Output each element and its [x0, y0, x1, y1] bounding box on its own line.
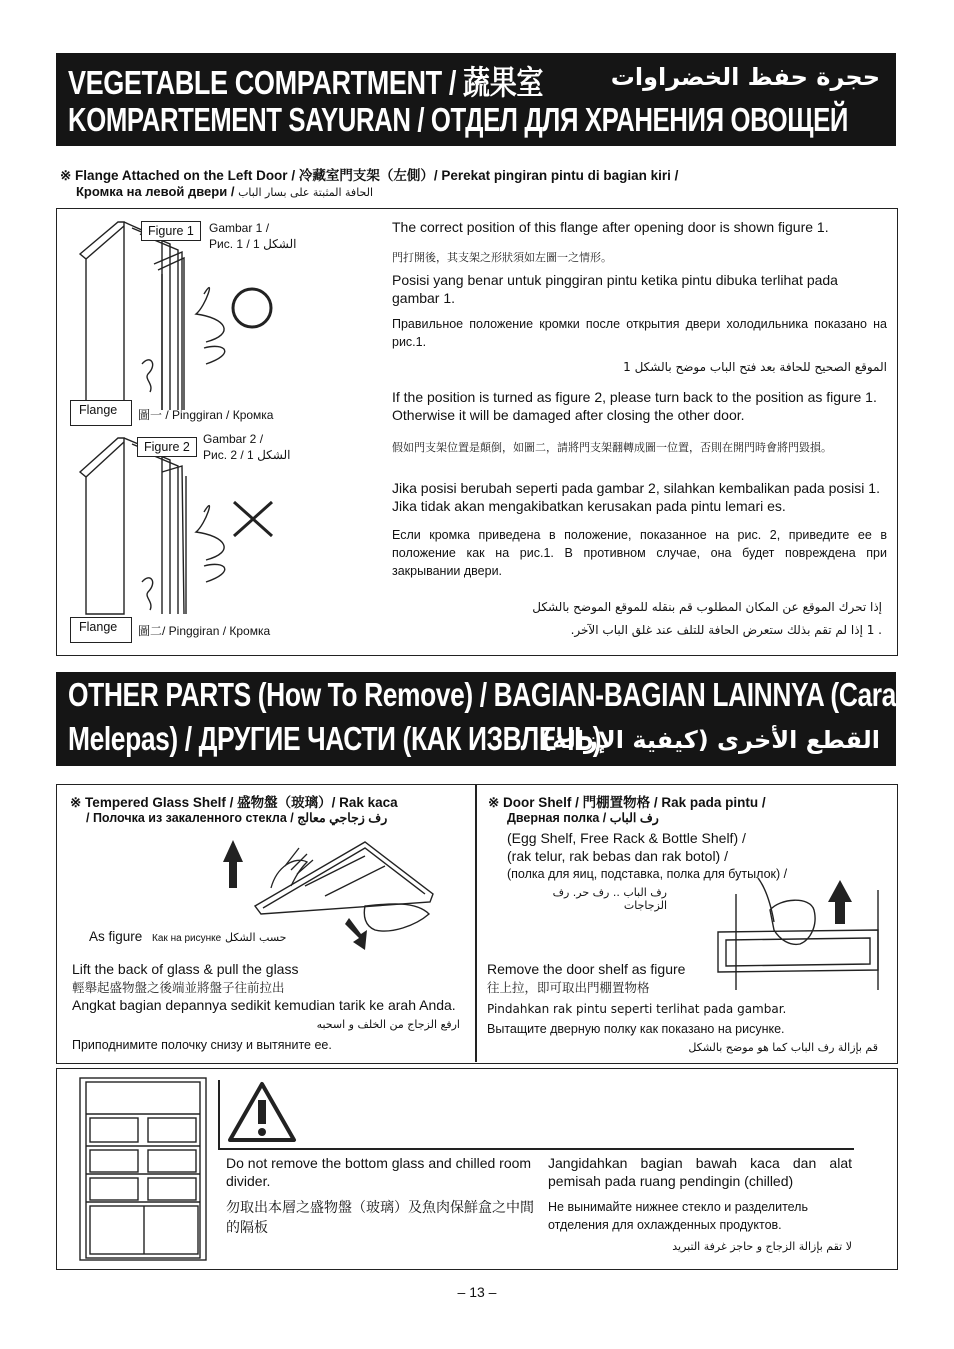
- figure1-caption-line2: Рис. 1 / 1 الشكل: [209, 237, 297, 251]
- door-text-ar: قم بإزالة رف الباب كما هو موضح بالشكل: [688, 1041, 878, 1054]
- figure1-label: Figure 1: [141, 221, 201, 241]
- flange-text-en2: If the position is turned as figure 2, please turn back to the position as figure 1. Otherwise it will be damaged after closing the other door.: [392, 389, 877, 423]
- door-text-ru: Вытащите дверную полку как показано на рисунке.: [487, 1022, 785, 1036]
- flange1-label: Flange: [70, 400, 132, 426]
- door-text-cn: 往上拉，即可取出門棚置物格: [487, 981, 650, 995]
- warning-text-id: Jangidahkan bagian bawah kaca dan alat pemisah pada ruang pendingin (chilled): [548, 1155, 852, 1189]
- warning-text-cn: 勿取出本層之盛物盤（玻璃）及魚肉保鮮盒之中間的隔板: [226, 1199, 534, 1235]
- flange-note-line1: ※ Flange Attached on the Left Door / 冷藏室門支架（左側）/ Perekat pingiran pintu di bagian kiri /: [60, 168, 679, 183]
- door-shelf-illustration: [710, 870, 890, 990]
- section2-title-arabic: القطع الأخرى (كيفية الإزالة): [541, 726, 880, 754]
- section1-banner: [56, 53, 896, 146]
- section2-title-line2: Melepas) / ДРУГИЕ ЧАСТИ (КАК ИЗВЛЕЧЬ): [68, 720, 602, 757]
- figure1-caption-line1: Gambar 1 /: [209, 221, 270, 235]
- door-heading-line1: ※ Door Shelf / 門棚置物格 / Rak pada pintu /: [488, 795, 766, 810]
- flange-text-ar2b: . 1 إذا لم تقم بذلك ستعرض الحافة للتلف عند غلق الباب الآخر.: [570, 623, 882, 637]
- door-heading-line2: Дверная полка / رف الباب: [507, 811, 659, 825]
- warning-text-ar: لا تقم بإزالة الزجاج و حاجز غرفة التبريد: [672, 1240, 852, 1253]
- flange-text-cn2: 假如門支架位置是顛倒，如圖二，請將門支架翻轉成圖一位置，否則在開門時會將門毀損。: [392, 442, 832, 454]
- flange-note-line2: [76, 184, 373, 199]
- flange-text-ar1: الموقع الصحيح للحافة بعد فتح الباب موضح بالشكل 1: [623, 360, 887, 374]
- warning-divider: [218, 1080, 220, 1150]
- parts-divider: [475, 785, 477, 1062]
- flange-text-en1: The correct position of this flange after opening door is shown figure 1.: [392, 219, 829, 235]
- glass-text-cn: 輕舉起盛物盤之後端並將盤子往前拉出: [72, 981, 285, 995]
- section2-banner: [56, 672, 896, 766]
- flange-text-cn1: 門打開後，其支架之形狀須如左圖一之情形。: [392, 252, 612, 264]
- flange-text-id1: Posisi yang benar untuk pinggiran pintu ketika pintu dibuka terlihat pada gambar 1.: [392, 272, 838, 306]
- glass-as-figure-en: As figure: [89, 929, 143, 944]
- glass-text-en: Lift the back of glass & pull the glass: [72, 961, 299, 977]
- flange-note-ru: Кромка на левой двери /: [76, 184, 235, 199]
- warning-icon: [226, 1080, 298, 1144]
- door-text-en: Remove the door shelf as figure: [487, 961, 686, 977]
- page-number: – 13 –: [457, 1284, 497, 1300]
- glass-text-ar: ارفع الزجاج من الخلف و اسحبه: [316, 1018, 460, 1031]
- door-text-id: Pindahkan rak pintu seperti terlihat pada gambar.: [487, 1002, 787, 1016]
- section1-title-arabic: حجرة حفظ الخضراوات: [610, 63, 880, 91]
- door-line3: (Egg Shelf, Free Rack & Bottle Shelf) /: [507, 830, 746, 846]
- fridge-illustration: [76, 1074, 210, 1262]
- section1-title-line1: VEGETABLE COMPARTMENT / 蔬果室: [68, 64, 544, 101]
- glass-as-figure-ru: Как на рисунке: [152, 933, 222, 944]
- warning-hline: [218, 1148, 854, 1150]
- glass-as-figure-ar: حسب الشكل: [224, 931, 287, 944]
- flange1-caption: 圖一 / Pinggiran / Кромка: [138, 408, 274, 422]
- glass-text-id: Angkat bagian depannya sedikit kemudian tarik ke arah Anda.: [72, 997, 456, 1013]
- glass-heading-line2: / Полочка из закаленного стекла / رف زجاجي معالج: [86, 811, 388, 825]
- section2-title-line1: OTHER PARTS (How To Remove) / BAGIAN-BAGIAN LAINNYA (Cara: [68, 676, 896, 713]
- door-line6: رف الباب .. رف حر. رف الزجاجات: [552, 886, 667, 912]
- flange-note-ar: الحافة المثبتة على بسار الباب: [238, 186, 374, 199]
- warning-text-en: Do not remove the bottom glass and chilled room divider.: [226, 1155, 532, 1189]
- glass-as-figure: [89, 929, 286, 944]
- flange2-caption: 圖二/ Pinggiran / Кромка: [138, 624, 271, 638]
- flange2-label: Flange: [70, 617, 132, 643]
- flange-text-ru1: Правильное положение кромки после открытия двери холодильника показано на рис.1.: [392, 317, 887, 349]
- flange-text-ru2: Если кромка приведена в положение, показанное на рис. 2, приведите ее в положение как на рис.1. В противном случае, она будет повреждена при закрывании двери.: [392, 528, 887, 578]
- warning-text-ru: Не вынимайте нижнее стекло и разделитель отделения для охлажденных продуктов.: [548, 1200, 808, 1232]
- door-line4: (rak telur, rak bebas dan rak botol) /: [507, 848, 728, 864]
- section1-title-line2: KOMPARTEMENT SAYURAN / ОТДЕЛ ДЛЯ ХРАНЕНИЯ ОВОЩЕЙ: [68, 101, 849, 138]
- figure2-label: Figure 2: [137, 437, 197, 457]
- glass-text-ru: Приподнимите полочку снизу и вытяните ее.: [72, 1038, 332, 1052]
- flange-text-ar2a: إذا تحرك الموقع عن المكان المطلوب قم بنقله للموقع الموضح بالشكل: [532, 600, 882, 614]
- figure2-caption-line1: Gambar 2 /: [203, 432, 264, 446]
- flange-text-id2: Jika posisi berubah seperti pada gambar 2, silahkan kembalikan pada posisi 1. Jika tidak akan mengakibatkan kerusakan pada pintu lemari es.: [392, 480, 880, 514]
- figure2-caption-line2: Рис. 2 / 1 الشكل: [203, 448, 291, 462]
- door-line5: (полка для яиц, подставка, полка для бутылок) /: [507, 867, 788, 881]
- glass-heading-line1: ※ Tempered Glass Shelf / 盛物盤（玻璃）/ Rak kaca: [70, 795, 398, 810]
